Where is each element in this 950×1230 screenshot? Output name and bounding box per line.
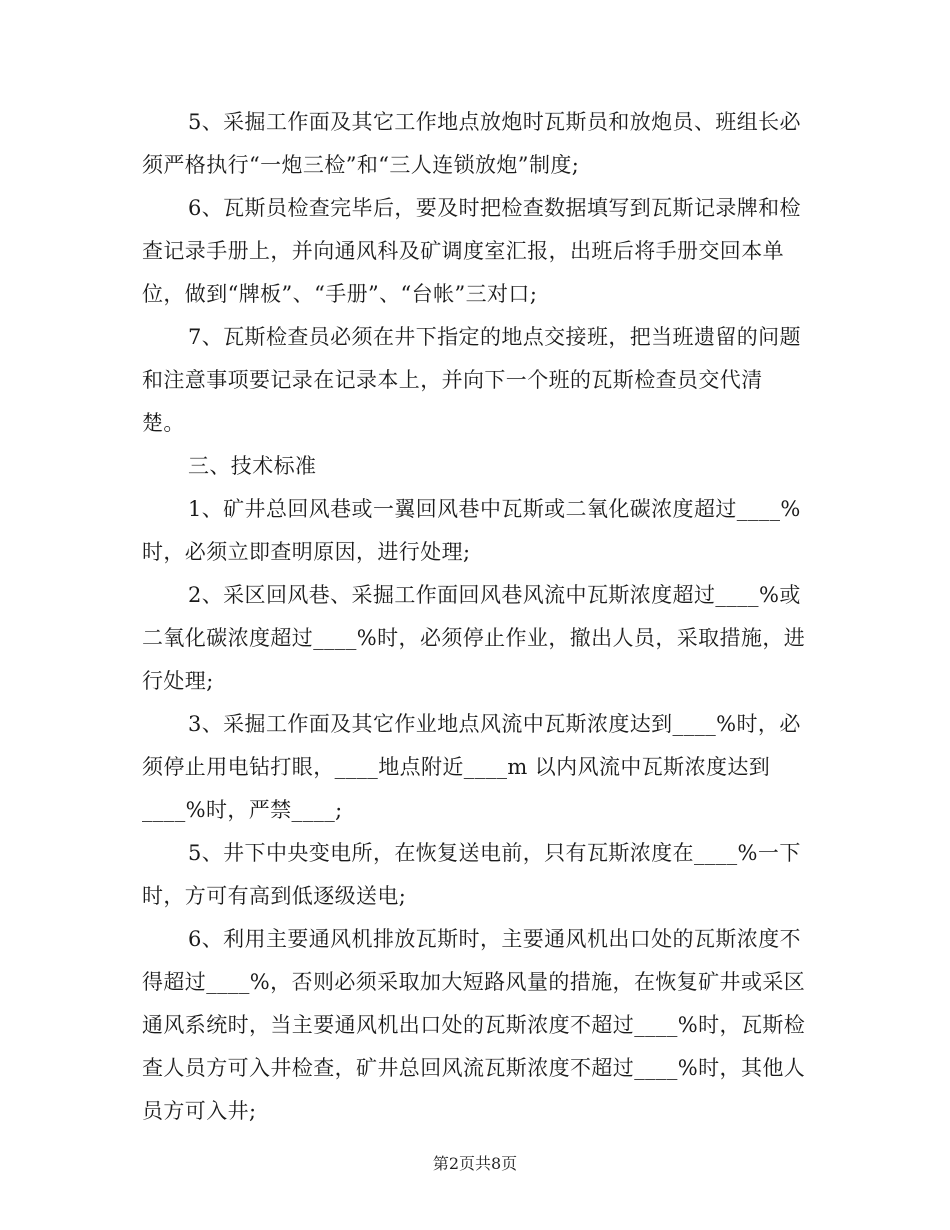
text-line: 6、瓦斯员检查完毕后，要及时把检查数据填写到瓦斯记录牌和检 [188, 196, 801, 220]
text-line: 得超过____%，否则必须采取加大短路风量的措施，在恢复矿井或采区 [142, 970, 806, 994]
paragraph-standard-3 [142, 703, 812, 832]
text-line: ____%时，严禁____; [142, 798, 343, 822]
paragraph-6-records [142, 187, 812, 316]
text-line: 5、采掘工作面及其它工作地点放炮时瓦斯员和放炮员、班组长必 [188, 110, 801, 134]
text-line: 时，方可有高到低逐级送电; [142, 884, 407, 908]
text-line: 5、井下中央变电所，在恢复送电前，只有瓦斯浓度在____%一下 [188, 841, 801, 865]
section-heading: 三、技术标准 [188, 454, 317, 478]
paragraph-standard-2 [142, 574, 812, 703]
text-line: 1、矿井总回风巷或一翼回风巷中瓦斯或二氧化碳浓度超过____% [188, 497, 801, 521]
text-line: 楚。 [142, 411, 185, 435]
document-body [142, 101, 812, 1133]
text-line: 二氧化碳浓度超过____%时，必须停止作业，撤出人员，采取措施，进 [142, 626, 806, 650]
paragraph-7-shift-handover [142, 316, 812, 445]
paragraph-standard-6 [142, 918, 812, 1133]
text-line: 查人员方可入井检查，矿井总回风流瓦斯浓度不超过____%时，其他人 [142, 1056, 806, 1080]
paragraph-5-blasting [142, 101, 812, 187]
text-line: 位，做到“牌板”、“手册”、“台帐”三对口; [142, 282, 538, 306]
text-line: 3、采掘工作面及其它作业地点风流中瓦斯浓度达到____%时，必 [188, 712, 801, 736]
text-line: 员方可入井; [142, 1099, 257, 1123]
text-line: 须停止用电钻打眼，____地点附近____m 以内风流中瓦斯浓度达到 [142, 755, 771, 779]
text-line: 7、瓦斯检查员必须在井下指定的地点交接班，把当班遗留的问题 [188, 325, 801, 349]
text-line: 时，必须立即查明原因，进行处理; [142, 540, 471, 564]
section-heading-technical-standards [142, 445, 812, 488]
text-line: 须严格执行“一炮三检”和“三人连锁放炮”制度; [142, 153, 580, 177]
text-line: 和注意事项要记录在记录本上，并向下一个班的瓦斯检查员交代清 [142, 368, 763, 392]
text-line: 6、利用主要通风机排放瓦斯时，主要通风机出口处的瓦斯浓度不 [188, 927, 801, 951]
text-line: 通风系统时，当主要通风机出口处的瓦斯浓度不超过____%时，瓦斯检 [142, 1013, 806, 1037]
paragraph-standard-5 [142, 832, 812, 918]
text-line: 行处理; [142, 669, 214, 693]
text-line: 2、采区回风巷、采掘工作面回风巷风流中瓦斯浓度超过____%或 [188, 583, 801, 607]
text-line: 查记录手册上，并向通风科及矿调度室汇报，出班后将手册交回本单 [142, 239, 784, 263]
page-number-footer: 第2页共8页 [432, 1154, 518, 1173]
paragraph-standard-1 [142, 488, 812, 574]
